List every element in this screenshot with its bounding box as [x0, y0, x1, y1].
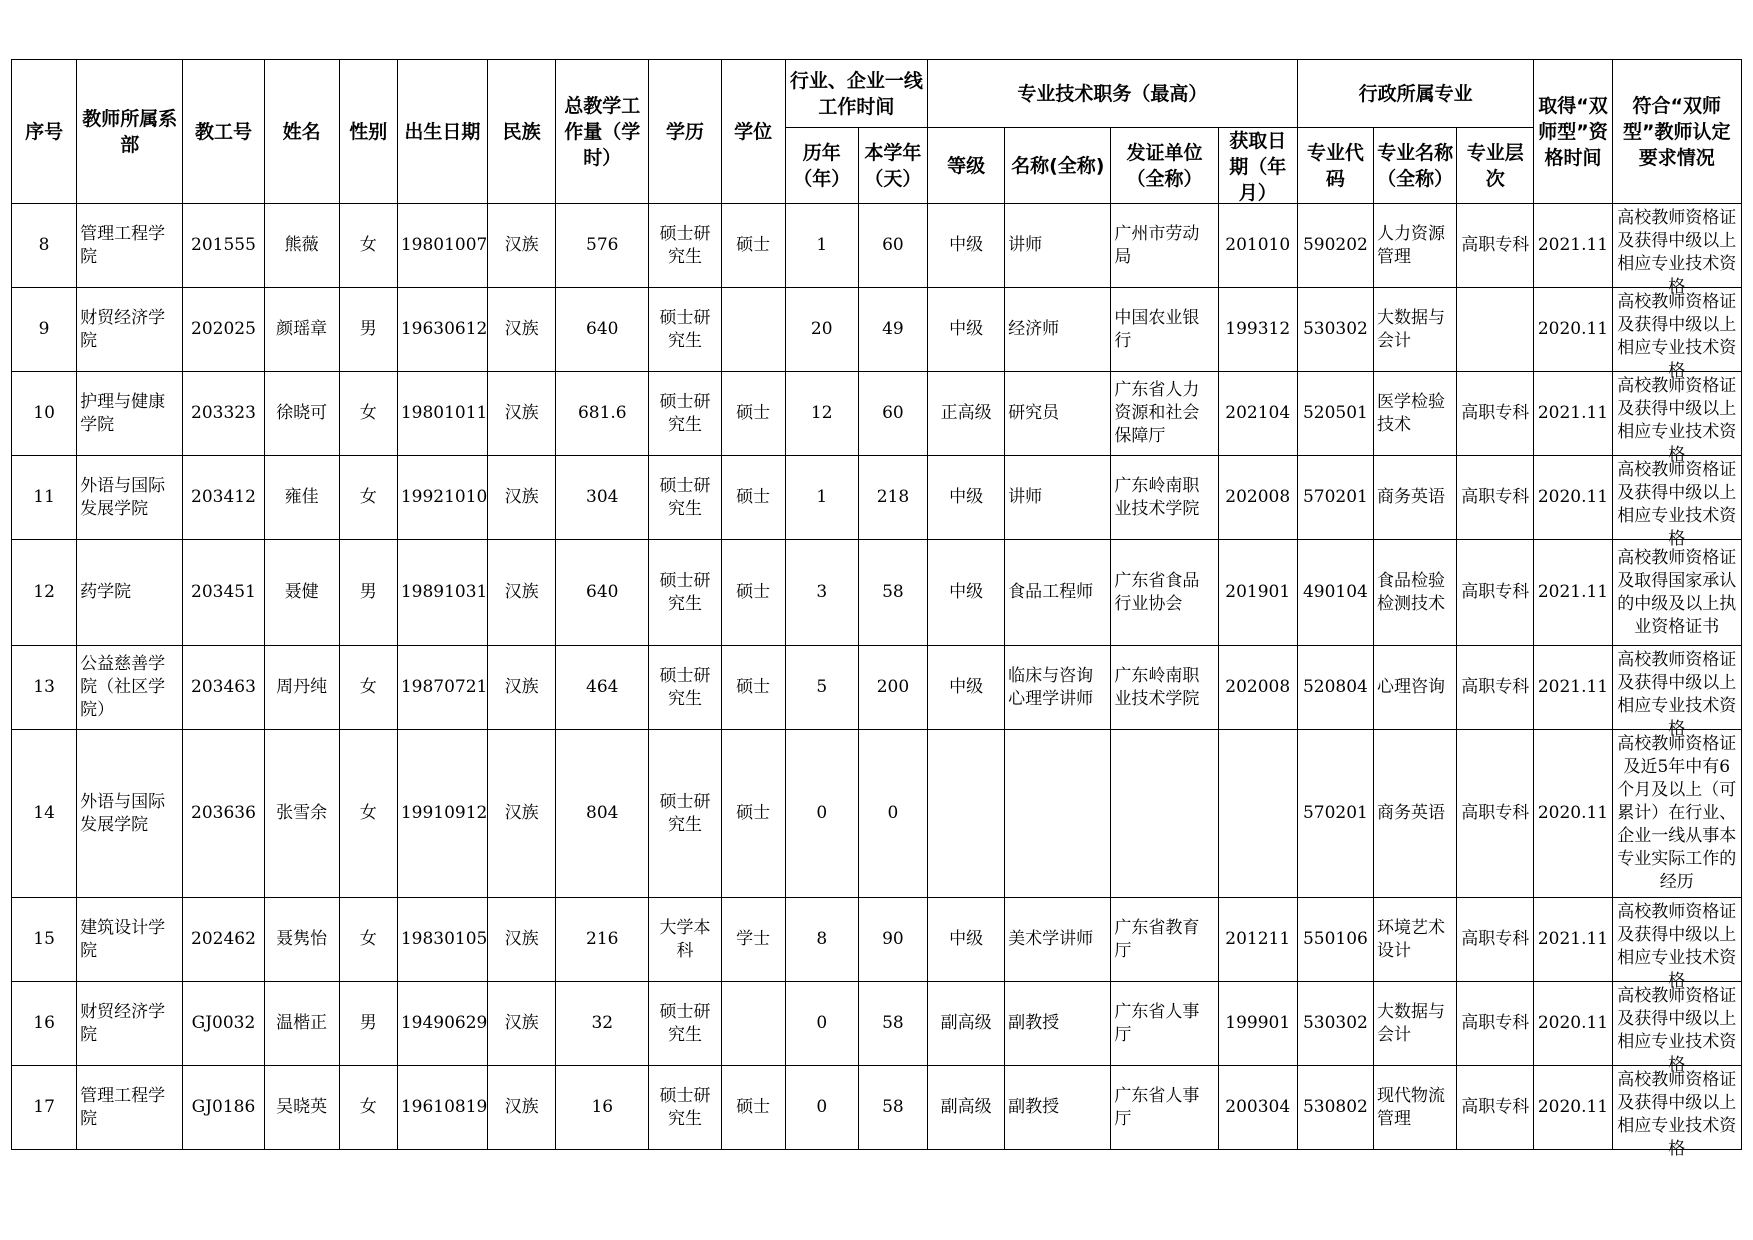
cell-dual-time: 2021.11	[1534, 540, 1612, 646]
cell-dual-req	[1612, 204, 1741, 297]
cell-seq: 10	[12, 372, 77, 456]
cell-title-name: 美术学讲师	[1005, 898, 1111, 982]
cell-major-level: 高职专科	[1457, 646, 1534, 730]
cell-title-name: 讲师	[1005, 456, 1111, 540]
cell-ethnicity: 汉族	[488, 982, 556, 1066]
cell-major-name: 人力资源管理	[1374, 204, 1457, 288]
header-major-name	[1374, 128, 1457, 204]
cell-title-name: 副教授	[1005, 1066, 1111, 1150]
cell-department: 管理工程学院	[77, 204, 183, 288]
cell-gender: 女	[339, 456, 397, 540]
cell-title-date: 201211	[1218, 898, 1297, 982]
cell-seq: 17	[12, 1066, 77, 1150]
cell-degree	[721, 982, 785, 1066]
cell-seq: 11	[12, 456, 77, 540]
cell-education: 硕士研究生	[649, 982, 721, 1066]
cell-staff-id: 203463	[183, 646, 264, 730]
cell-industry-days: 90	[858, 898, 927, 982]
header-title-group: 专业技术职务（最高）	[928, 60, 1298, 128]
cell-department: 外语与国际发展学院	[77, 456, 183, 540]
cell-industry-years: 3	[785, 540, 858, 646]
cell-name: 徐晓可	[264, 372, 339, 456]
dual-req-text: 高校教师资格证及获得中级以上相应专业技术资格	[1617, 901, 1737, 991]
dual-req-text: 高校教师资格证及获得中级以上相应专业技术资格	[1617, 459, 1737, 549]
cell-major-name: 心理咨询	[1374, 646, 1457, 730]
cell-title-date: 199901	[1218, 982, 1297, 1066]
cell-name: 张雪余	[264, 730, 339, 898]
cell-title-name: 讲师	[1005, 204, 1111, 288]
cell-education: 硕士研究生	[649, 204, 721, 288]
cell-dual-time: 2021.11	[1534, 372, 1612, 456]
cell-title-level: 副高级	[928, 1066, 1005, 1150]
table-row	[12, 288, 1742, 372]
cell-dual-time: 2020.11	[1534, 730, 1612, 898]
cell-major-name: 商务英语	[1374, 456, 1457, 540]
cell-gender: 女	[339, 204, 397, 288]
dual-req-text: 高校教师资格证及近5年中有6个月及以上（可累计）在行业、企业一线从事本专业实际工作的经历	[1617, 734, 1737, 892]
header-industry-years: 历年（年）	[785, 128, 858, 204]
table-row	[12, 898, 1742, 982]
cell-major-name: 商务英语	[1374, 730, 1457, 898]
cell-title-level	[928, 730, 1005, 898]
cell-industry-years: 0	[785, 1066, 858, 1150]
dual-req-text: 高校教师资格证及获得中级以上相应专业技术资格	[1617, 375, 1737, 465]
cell-education: 硕士研究生	[649, 372, 721, 456]
cell-degree: 硕士	[721, 204, 785, 288]
cell-dual-req	[1612, 288, 1741, 381]
cell-major-code: 520804	[1297, 646, 1373, 730]
cell-title-date	[1218, 730, 1297, 898]
cell-title-date: 200304	[1218, 1066, 1297, 1150]
cell-industry-years: 0	[785, 730, 858, 898]
cell-degree: 硕士	[721, 540, 785, 646]
cell-industry-days: 58	[858, 982, 927, 1066]
header-title-name: 名称(全称)	[1005, 128, 1111, 204]
dual-req-text: 高校教师资格证及获得中级以上相应专业技术资格	[1617, 985, 1737, 1075]
cell-degree: 硕士	[721, 730, 785, 898]
cell-industry-days: 0	[858, 730, 927, 898]
cell-industry-years: 0	[785, 982, 858, 1066]
header-major-name-text: 专业名称（全称）	[1377, 141, 1454, 190]
cell-ethnicity: 汉族	[488, 456, 556, 540]
cell-industry-days: 200	[858, 646, 927, 730]
cell-department: 公益慈善学院（社区学院）	[77, 646, 183, 730]
cell-ethnicity: 汉族	[488, 730, 556, 898]
cell-name: 周丹纯	[264, 646, 339, 730]
cell-title-level: 中级	[928, 898, 1005, 982]
cell-ethnicity: 汉族	[488, 204, 556, 288]
cell-major-code: 570201	[1297, 730, 1373, 898]
dual-req-text: 高校教师资格证及获得中级以上相应专业技术资格	[1617, 207, 1737, 297]
dual-req-text: 高校教师资格证及获得中级以上相应专业技术资格	[1617, 1069, 1737, 1159]
cell-title-date: 201010	[1218, 204, 1297, 288]
cell-staff-id: GJ0032	[183, 982, 264, 1066]
cell-gender: 女	[339, 730, 397, 898]
cell-workload: 681.6	[556, 372, 649, 456]
cell-title-issuer: 广东省人力资源和社会保障厅	[1111, 372, 1218, 456]
cell-industry-days: 49	[858, 288, 927, 372]
cell-ethnicity: 汉族	[488, 288, 556, 372]
cell-workload: 304	[556, 456, 649, 540]
header-ethnicity: 民族	[488, 60, 556, 204]
header-seq: 序号	[12, 60, 77, 204]
header-education: 学历	[649, 60, 721, 204]
cell-title-issuer: 广东省教育厅	[1111, 898, 1218, 982]
dual-req-text: 高校教师资格证及获得中级以上相应专业技术资格	[1617, 649, 1737, 739]
cell-name: 熊薇	[264, 204, 339, 288]
cell-title-issuer: 广州市劳动局	[1111, 204, 1218, 288]
cell-department: 财贸经济学院	[77, 288, 183, 372]
cell-workload: 576	[556, 204, 649, 288]
cell-industry-years: 5	[785, 646, 858, 730]
cell-title-name	[1005, 730, 1111, 898]
cell-degree: 硕士	[721, 1066, 785, 1150]
cell-industry-days: 60	[858, 204, 927, 288]
cell-workload: 804	[556, 730, 649, 898]
header-industry-days-text: 本学年（天）	[864, 141, 922, 190]
cell-major-name: 食品检验检测技术	[1374, 540, 1457, 646]
cell-gender: 男	[339, 982, 397, 1066]
cell-title-issuer: 广东岭南职业技术学院	[1111, 456, 1218, 540]
cell-name: 雍佳	[264, 456, 339, 540]
cell-title-name: 经济师	[1005, 288, 1111, 372]
cell-department: 护理与健康学院	[77, 372, 183, 456]
cell-dual-time: 2020.11	[1534, 982, 1612, 1066]
header-gender: 性别	[339, 60, 397, 204]
cell-degree: 学士	[721, 898, 785, 982]
cell-major-name: 医学检验技术	[1374, 372, 1457, 456]
cell-education: 硕士研究生	[649, 456, 721, 540]
header-degree: 学位	[721, 60, 785, 204]
header-birth: 出生日期	[397, 60, 487, 204]
cell-major-name: 环境艺术设计	[1374, 898, 1457, 982]
cell-major-level: 高职专科	[1457, 1066, 1534, 1150]
cell-name: 颜瑶章	[264, 288, 339, 372]
cell-staff-id: 203636	[183, 730, 264, 898]
cell-industry-years: 1	[785, 456, 858, 540]
cell-name: 吴晓英	[264, 1066, 339, 1150]
cell-title-name: 研究员	[1005, 372, 1111, 456]
cell-staff-id: 201555	[183, 204, 264, 288]
cell-ethnicity: 汉族	[488, 646, 556, 730]
cell-title-level: 中级	[928, 204, 1005, 288]
header-title-date-text: 获取日期（年月）	[1229, 130, 1287, 204]
cell-industry-years: 1	[785, 204, 858, 288]
cell-dual-req	[1612, 372, 1741, 465]
cell-birth: 19610819	[397, 1066, 487, 1150]
cell-seq: 12	[12, 540, 77, 646]
table-row	[12, 540, 1742, 646]
cell-dual-time: 2021.11	[1534, 204, 1612, 288]
cell-industry-years: 8	[785, 898, 858, 982]
cell-title-issuer: 广东省人事厅	[1111, 982, 1218, 1066]
cell-workload: 640	[556, 540, 649, 646]
header-dual-time: 取得“双师型”资格时间	[1534, 60, 1612, 204]
cell-staff-id: 202025	[183, 288, 264, 372]
cell-title-issuer: 中国农业银行	[1111, 288, 1218, 372]
cell-staff-id: 203451	[183, 540, 264, 646]
cell-ethnicity: 汉族	[488, 540, 556, 646]
cell-industry-days: 218	[858, 456, 927, 540]
dual-req-text: 高校教师资格证及取得国家承认的中级及以上执业资格证书	[1617, 547, 1737, 637]
cell-dual-req	[1612, 982, 1741, 1075]
cell-title-issuer: 广东岭南职业技术学院	[1111, 646, 1218, 730]
cell-education: 硕士研究生	[649, 288, 721, 372]
cell-education: 硕士研究生	[649, 646, 721, 730]
cell-department: 建筑设计学院	[77, 898, 183, 982]
teacher-table	[11, 59, 1742, 1159]
table-row	[12, 1066, 1742, 1150]
cell-seq: 13	[12, 646, 77, 730]
cell-education: 硕士研究生	[649, 540, 721, 646]
cell-birth: 19830105	[397, 898, 487, 982]
table-row	[12, 730, 1742, 898]
table-row	[12, 456, 1742, 540]
cell-dual-req	[1612, 1066, 1741, 1159]
cell-workload: 32	[556, 982, 649, 1066]
cell-title-level: 正高级	[928, 372, 1005, 456]
cell-dual-req	[1612, 540, 1741, 646]
header-staff-id: 教工号	[183, 60, 264, 204]
cell-major-level: 高职专科	[1457, 540, 1534, 646]
cell-industry-days: 58	[858, 540, 927, 646]
cell-staff-id: GJ0186	[183, 1066, 264, 1150]
header-industry-days	[858, 128, 927, 204]
cell-department: 外语与国际发展学院	[77, 730, 183, 898]
header-title-issuer: 发证单位（全称）	[1111, 128, 1218, 204]
cell-major-code: 590202	[1297, 204, 1373, 288]
cell-major-code: 530302	[1297, 288, 1373, 372]
cell-gender: 女	[339, 898, 397, 982]
header-industry-group: 行业、企业一线工作时间	[785, 60, 927, 128]
header-workload: 总教学工作量（学时）	[556, 60, 649, 204]
cell-major-code: 570201	[1297, 456, 1373, 540]
cell-major-level	[1457, 288, 1534, 372]
cell-birth: 19630612	[397, 288, 487, 372]
cell-dual-time: 2020.11	[1534, 288, 1612, 372]
cell-industry-days: 60	[858, 372, 927, 456]
cell-seq: 16	[12, 982, 77, 1066]
cell-birth: 19921010	[397, 456, 487, 540]
cell-education: 硕士研究生	[649, 1066, 721, 1150]
cell-major-level: 高职专科	[1457, 730, 1534, 898]
table-row	[12, 372, 1742, 456]
header-major-code: 专业代码	[1297, 128, 1373, 204]
cell-title-issuer	[1111, 730, 1218, 898]
cell-major-code: 520501	[1297, 372, 1373, 456]
cell-dual-time: 2021.11	[1534, 898, 1612, 982]
cell-department: 财贸经济学院	[77, 982, 183, 1066]
cell-dual-time: 2021.11	[1534, 646, 1612, 730]
cell-degree	[721, 288, 785, 372]
cell-title-name: 临床与咨询心理学讲师	[1005, 646, 1111, 730]
cell-major-name: 大数据与会计	[1374, 288, 1457, 372]
header-major-level: 专业层次	[1457, 128, 1534, 204]
cell-department: 管理工程学院	[77, 1066, 183, 1150]
cell-title-date: 202008	[1218, 456, 1297, 540]
cell-gender: 男	[339, 288, 397, 372]
cell-major-level: 高职专科	[1457, 372, 1534, 456]
cell-major-level: 高职专科	[1457, 204, 1534, 288]
cell-birth: 19490629	[397, 982, 487, 1066]
cell-gender: 男	[339, 540, 397, 646]
cell-title-level: 中级	[928, 646, 1005, 730]
header-dual-req: 符合“双师型”教师认定要求情况	[1612, 60, 1741, 204]
table-row	[12, 646, 1742, 730]
cell-staff-id: 203412	[183, 456, 264, 540]
cell-major-code: 550106	[1297, 898, 1373, 982]
cell-gender: 女	[339, 372, 397, 456]
cell-workload: 464	[556, 646, 649, 730]
dual-req-text: 高校教师资格证及获得中级以上相应专业技术资格	[1617, 291, 1737, 381]
cell-degree: 硕士	[721, 646, 785, 730]
cell-dual-req	[1612, 646, 1741, 739]
cell-seq: 15	[12, 898, 77, 982]
cell-seq: 9	[12, 288, 77, 372]
cell-seq: 8	[12, 204, 77, 288]
cell-birth: 19870721	[397, 646, 487, 730]
cell-birth: 19801011	[397, 372, 487, 456]
header-major-group: 行政所属专业	[1297, 60, 1534, 128]
table-body	[12, 204, 1742, 1159]
cell-title-level: 中级	[928, 288, 1005, 372]
cell-dual-req	[1612, 730, 1741, 898]
cell-ethnicity: 汉族	[488, 372, 556, 456]
cell-industry-years: 20	[785, 288, 858, 372]
cell-gender: 女	[339, 646, 397, 730]
cell-title-name: 食品工程师	[1005, 540, 1111, 646]
header-name: 姓名	[264, 60, 339, 204]
cell-major-level: 高职专科	[1457, 898, 1534, 982]
cell-workload: 16	[556, 1066, 649, 1150]
cell-department: 药学院	[77, 540, 183, 646]
header-title-date	[1218, 128, 1297, 204]
cell-dual-req	[1612, 456, 1741, 549]
cell-industry-days: 58	[858, 1066, 927, 1150]
cell-workload: 640	[556, 288, 649, 372]
cell-staff-id: 203323	[183, 372, 264, 456]
cell-title-level: 中级	[928, 456, 1005, 540]
header-title-level: 等级	[928, 128, 1005, 204]
cell-major-code: 530302	[1297, 982, 1373, 1066]
cell-major-code: 490104	[1297, 540, 1373, 646]
cell-title-date: 202104	[1218, 372, 1297, 456]
cell-major-name: 大数据与会计	[1374, 982, 1457, 1066]
cell-title-name: 副教授	[1005, 982, 1111, 1066]
cell-dual-time: 2020.11	[1534, 456, 1612, 540]
cell-education: 大学本科	[649, 898, 721, 982]
cell-degree: 硕士	[721, 456, 785, 540]
cell-name: 聂隽怡	[264, 898, 339, 982]
cell-dual-req	[1612, 898, 1741, 991]
cell-birth: 19910912	[397, 730, 487, 898]
cell-title-issuer: 广东省人事厅	[1111, 1066, 1218, 1150]
cell-workload: 216	[556, 898, 649, 982]
cell-industry-years: 12	[785, 372, 858, 456]
cell-major-level: 高职专科	[1457, 456, 1534, 540]
cell-staff-id: 202462	[183, 898, 264, 982]
cell-title-date: 199312	[1218, 288, 1297, 372]
table-row	[12, 204, 1742, 288]
cell-name: 温楷正	[264, 982, 339, 1066]
cell-dual-time: 2020.11	[1534, 1066, 1612, 1150]
cell-name: 聂健	[264, 540, 339, 646]
cell-major-level: 高职专科	[1457, 982, 1534, 1066]
header-department: 教师所属系部	[77, 60, 183, 204]
cell-seq: 14	[12, 730, 77, 898]
cell-ethnicity: 汉族	[488, 898, 556, 982]
cell-title-date: 202008	[1218, 646, 1297, 730]
cell-title-issuer: 广东省食品行业协会	[1111, 540, 1218, 646]
cell-birth: 19801007	[397, 204, 487, 288]
cell-education: 硕士研究生	[649, 730, 721, 898]
cell-gender: 女	[339, 1066, 397, 1150]
cell-title-level: 副高级	[928, 982, 1005, 1066]
header-row-1	[12, 60, 1742, 128]
cell-ethnicity: 汉族	[488, 1066, 556, 1150]
cell-title-date: 201901	[1218, 540, 1297, 646]
cell-major-code: 530802	[1297, 1066, 1373, 1150]
cell-major-name: 现代物流管理	[1374, 1066, 1457, 1150]
cell-title-level: 中级	[928, 540, 1005, 646]
cell-degree: 硕士	[721, 372, 785, 456]
table-row	[12, 982, 1742, 1066]
cell-birth: 19891031	[397, 540, 487, 646]
